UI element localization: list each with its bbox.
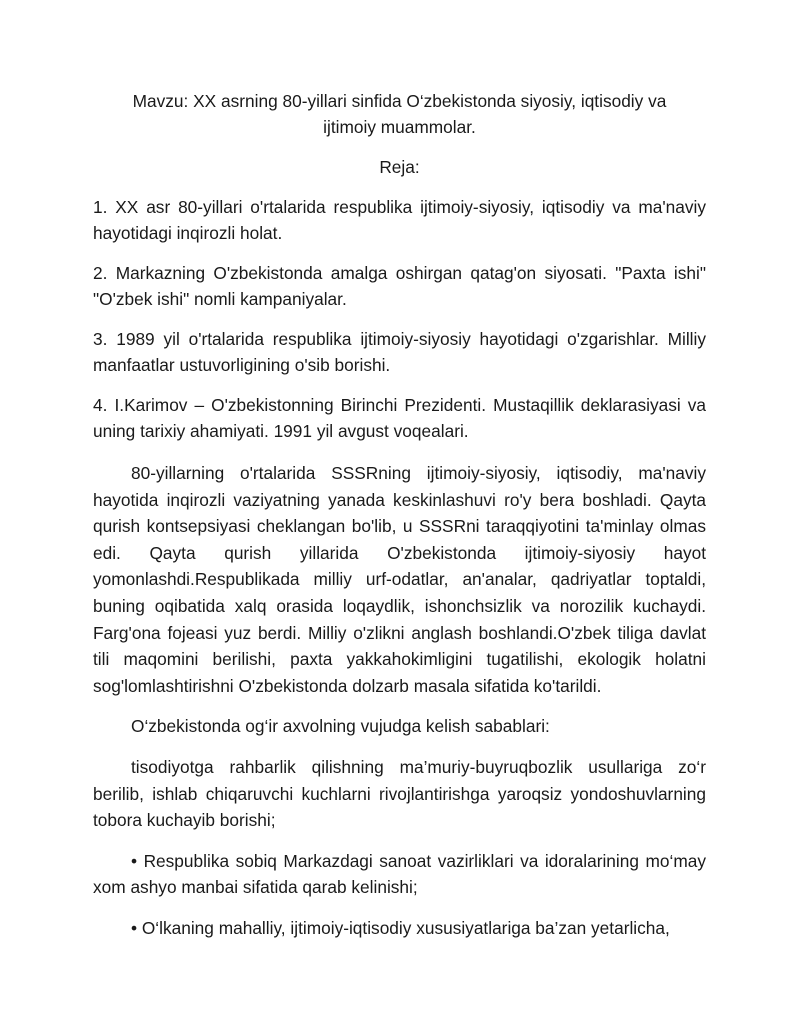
plan-item-2: 2. Markazning O'zbekistonda amalga oshirgan qatag'on siyosati. "Paxta ishi" "O'zbek ishi" nomli kampaniyalar. xyxy=(93,263,706,309)
plan-item-4: 4. I.Karimov – O'zbekistonning Birinchi Prezidenti. Mustaqillik deklarasiyasi va uning tarixiy ahamiyati. 1991 yil avgust voqealari. xyxy=(93,395,706,441)
document-page xyxy=(93,88,706,942)
title-line-2: ijtimoiy muammolar. xyxy=(323,117,476,137)
title-line-1: Mavzu: XX asrning 80-yillari sinfida O‘zbekistonda siyosiy, iqtisodiy va xyxy=(132,91,667,111)
body-paragraph-5: • O‘lkaning mahalliy, ijtimoiy-iqtisodiy xususiyatlariga ba’zan yetarlicha, xyxy=(131,917,670,938)
body-paragraph-2: O‘zbekistonda og‘ir axvolning vujudga kelish sabablari: xyxy=(131,716,550,737)
plan-item-1: 1. XX asr 80-yillari o'rtalarida respublika ijtimoiy-siyosiy, iqtisodiy va ma'naviy hayotidagi inqirozli holat. xyxy=(93,197,706,243)
plan-item-3: 3. 1989 yil o'rtalarida respublika ijtimoiy-siyosiy hayotidagi o'zgarishlar. Milliy manfaatlar ustuvorligining o'sib borishi. xyxy=(93,329,706,375)
body-paragraph-3: tisodiyotga rahbarlik qilishning ma’muriy-buyruqbozlik usullariga zo‘r berilib, ishlab chiqaruvchi kuchlarni rivojlantirishga yaroqsiz yondoshuvlarning tobora kuchayib borishi; xyxy=(93,756,706,831)
plan-heading: Reja: xyxy=(379,157,420,177)
document-title xyxy=(93,88,706,140)
body-paragraph-1: 80-yillarning o'rtalarida SSSRning ijtimoiy-siyosiy, iqtisodiy, ma'naviy hayotida inqirozli vaziyatning yanada keskinlashuvi ro'y bera boshladi. Qayta qurish kontsepsiyasi cheklangan bo'lib, u SSSRni taraqqiyotini ta'minlay olmas edi. Qayta qurish yillarida O'zbekistonda ijtimoiy-siyosiy hayot yomonlashdi.Respublikada milliy urf-odatlar, an'analar, qadriyatlar toptaldi, buning oqibatida xalq orasida loqaydlik, ishonchsizlik va norozilik kuchaydi. Farg'ona fojeasi yuz berdi. Milliy o'zlikni anglash boshlandi.O'zbek tiliga davlat tili maqomini berilishi, paxta yakkahokimligini tugatilishi, ekologik holatni sog'lomlashtirishni O'zbekistonda dolzarb masala sifatida ko'tarildi. xyxy=(93,463,706,696)
body-paragraph-4: • Respublika sobiq Markazdagi sanoat vazirliklari va idoralarining mo‘may xom ashyo manbai sifatida qarab kelinishi; xyxy=(93,850,706,898)
